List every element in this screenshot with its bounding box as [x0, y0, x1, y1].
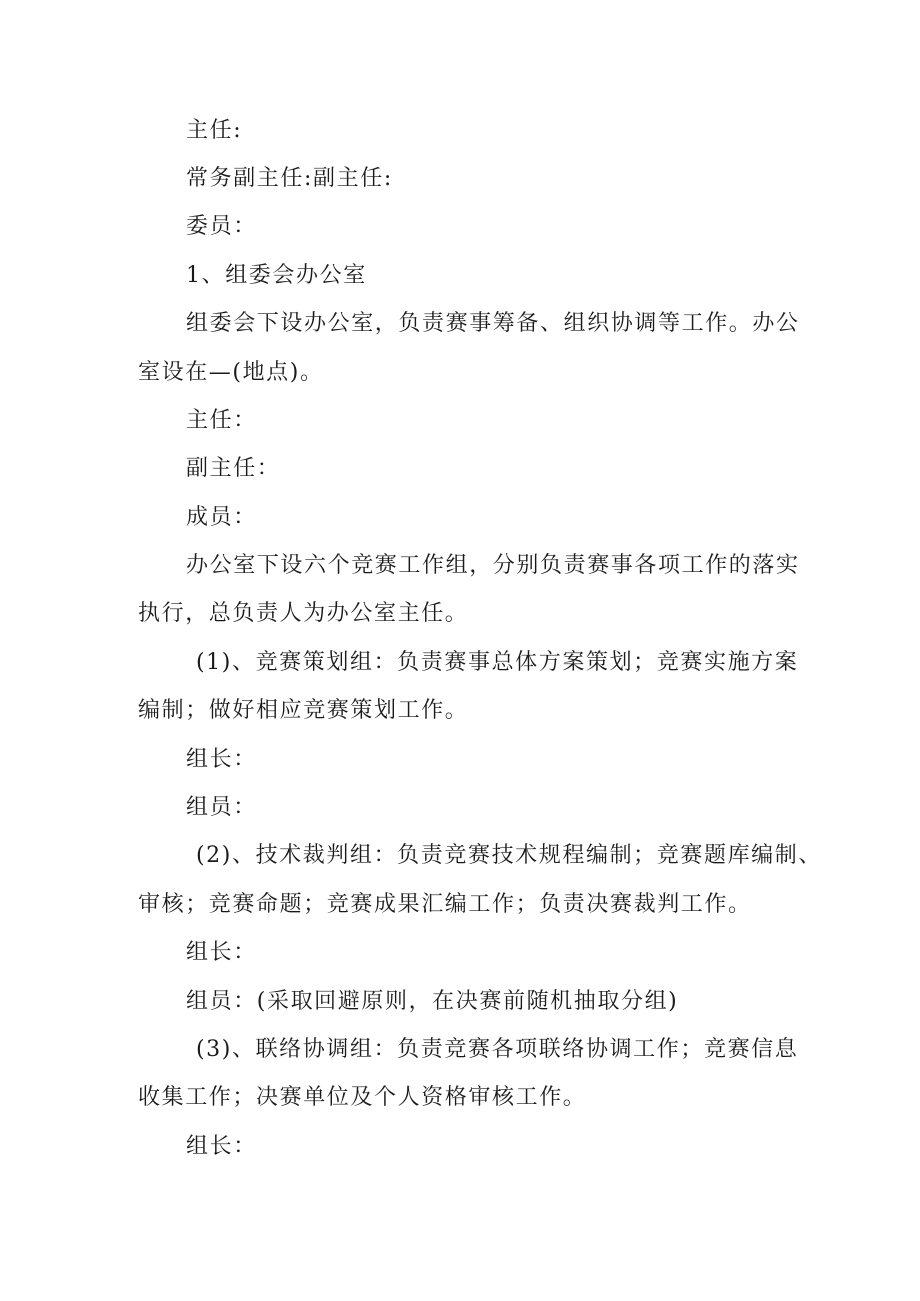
vice-director-label: 常务副主任:副主任:	[186, 166, 393, 191]
group-1-line-2: 编制；做好相应竞赛策划工作。	[138, 698, 469, 723]
group-3-line-1: (3)、联络协调组：负责竞赛各项联络协调工作；竞赛信息	[196, 1037, 799, 1062]
group-2-leader-label: 组长：	[186, 940, 257, 965]
group-1-line-1: (1)、竞赛策划组：负责赛事总体方案策划；竞赛实施方案	[196, 650, 799, 675]
office-director-label: 主任：	[186, 408, 257, 433]
group-1-leader-label: 组长：	[186, 747, 257, 772]
group-2-line-1: (2)、技术裁判组：负责竞赛技术规程编制；竞赛题库编制、	[196, 843, 822, 868]
group-2-members-label: 组员：(采取回避原则，在决赛前随机抽取分组)	[186, 989, 679, 1014]
paragraph-groups-line-1: 办公室下设六个竞赛工作组，分别负责赛事各项工作的落实	[186, 553, 800, 578]
group-2-line-2: 审核；竞赛命题；竞赛成果汇编工作；负责决赛裁判工作。	[138, 892, 752, 917]
group-3-leader-label: 组长：	[186, 1134, 257, 1159]
paragraph-office-line-2: 室设在—(地点)。	[138, 360, 324, 385]
office-vice-director-label: 副主任：	[186, 456, 281, 481]
group-3-line-2: 收集工作；决赛单位及个人资格审核工作。	[138, 1085, 587, 1110]
section-heading-office: 1、组委会办公室	[186, 263, 367, 288]
director-label: 主任:	[186, 118, 243, 143]
paragraph-office-line-1: 组委会下设办公室，负责赛事筹备、组织协调等工作。办公	[186, 311, 800, 336]
paragraph-groups-line-2: 执行，总负责人为办公室主任。	[138, 601, 469, 626]
group-1-members-label: 组员：	[186, 795, 257, 820]
office-members-label: 成员：	[186, 505, 257, 530]
members-label: 委员：	[186, 214, 257, 239]
